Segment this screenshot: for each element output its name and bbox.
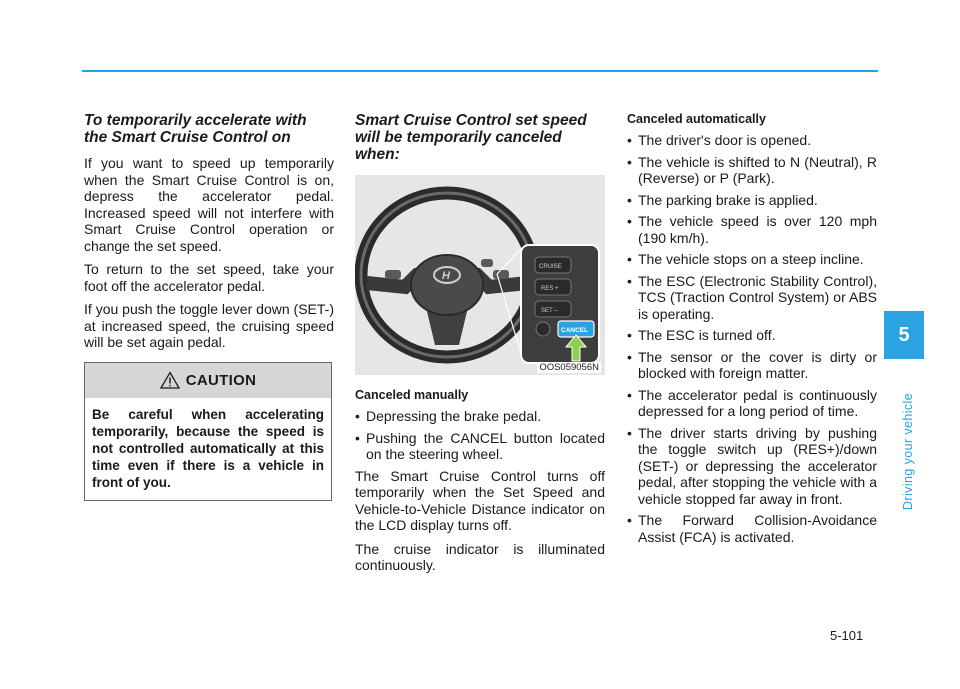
section-heading-cancel: Smart Cruise Control set speed will be temporarily canceled when: [355, 112, 587, 163]
steering-wheel-figure [355, 175, 605, 375]
column-accelerate [84, 112, 334, 501]
chapter-number: 5 [898, 323, 910, 346]
list-item: • The ESC (Electronic Stability Control), TCS (Traction Control System) or ABS is operating. [627, 273, 877, 323]
paragraph: To return to the set speed, take your foot off the accelerator pedal. [84, 261, 334, 294]
manual-cancel-title: Canceled manually [355, 388, 469, 402]
list-item: • The sensor or the cover is dirty or blocked with foreign matter. [627, 349, 877, 382]
list-item: • The accelerator pedal is continuously depressed for a long period of time. [627, 387, 877, 420]
column-auto-cancel [627, 112, 877, 550]
warning-icon [160, 371, 180, 389]
list-item: • Pushing the CANCEL button located on the steering wheel. [355, 430, 605, 463]
svg-text:H: H [442, 270, 450, 282]
list-item: • The ESC is turned off. [627, 327, 877, 344]
paragraph: The cruise indicator is illuminated continuously. [355, 540, 605, 573]
list-item: • The Forward Collision-Avoidance Assist (FCA) is activated. [627, 512, 877, 545]
list-item: • The vehicle is shifted to N (Neutral), R (Reverse) or P (Park). [627, 154, 877, 187]
list-item: • The driver's door is opened. [627, 132, 877, 149]
manual-cancel-list [355, 408, 605, 463]
top-rule [82, 70, 878, 72]
page-number: 5-101 [830, 628, 864, 643]
column-temporary-cancel [355, 112, 605, 581]
paragraph: If you push the toggle lever down (SET-) at increased speed, the cruising speed will be set again pedal. [84, 301, 334, 350]
figure-code: OOS059056N [539, 362, 599, 373]
set-button-label: SET – [541, 308, 558, 314]
list-item: • The vehicle speed is over 120 mph (190 km/h). [627, 213, 877, 246]
chapter-title: Driving your vehicle [901, 392, 915, 510]
list-item: • The parking brake is applied. [627, 192, 877, 209]
chapter-label [901, 370, 917, 510]
steering-wheel-illustration [355, 175, 605, 375]
list-item: • Depressing the brake pedal. [355, 408, 605, 425]
paragraph: The Smart Cruise Control turns off temporarily when the Set Speed and Vehicle-to-Vehicle Distance indicator on the LCD display turns off. [355, 467, 605, 533]
list-item: • The vehicle stops on a steep incline. [627, 251, 877, 268]
auto-cancel-list [627, 132, 877, 545]
paragraph: If you want to speed up temporarily when the Smart Cruise Control is on, depress the accelerator pedal. Increased speed will not interfere with Smart Cruise Control operation or change the set speed. [84, 155, 334, 254]
auto-cancel-title: Canceled automatically [627, 112, 766, 126]
res-button-label: RES + [541, 286, 559, 292]
section-heading-accelerate: To temporarily accelerate with the Smart Cruise Control on [84, 112, 307, 146]
cancel-button-label: CANCEL [561, 327, 589, 334]
caution-title: CAUTION [185, 371, 257, 389]
caution-text: Be careful when accelerating temporarily, because the speed is not controlled automatically at this time even if there is a vehicle in front of you. [92, 406, 324, 490]
cruise-button-label: CRUISE [539, 264, 562, 270]
caution-header [85, 363, 331, 398]
chapter-tab [884, 311, 924, 359]
list-item: • The driver starts driving by pushing the toggle switch up (RES+)/down (SET-) or depressing the accelerator pedal, after stopping the vehicle with a vehicle stopped far away in front. [627, 425, 877, 508]
caution-box [84, 362, 332, 501]
